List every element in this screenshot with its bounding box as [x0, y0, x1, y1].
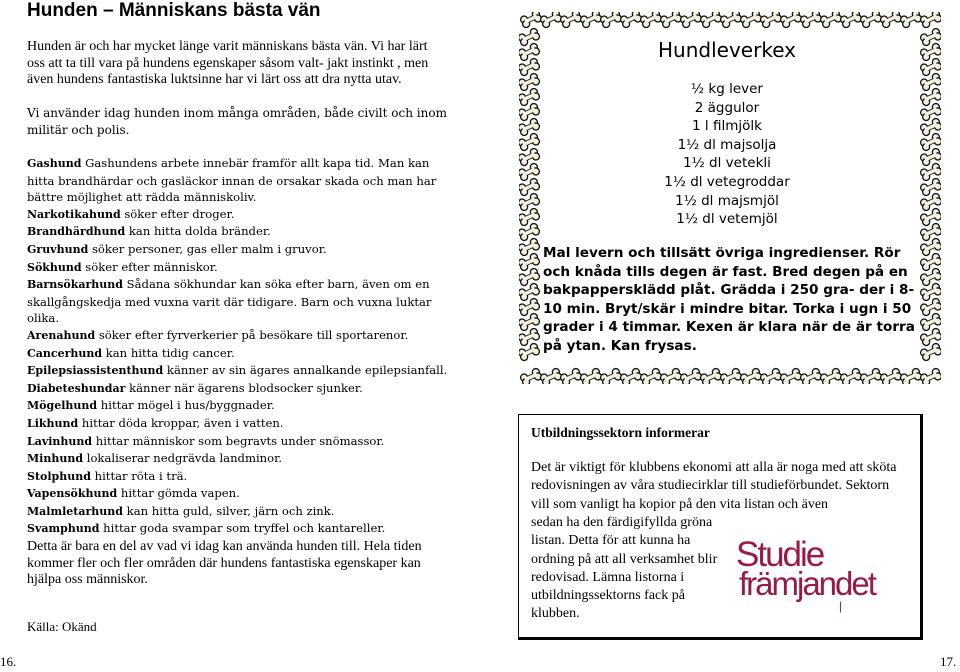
dog-type-description: känner när ägarens blodsocker sjunker.: [125, 380, 363, 395]
logo-line-1: Studie: [736, 535, 824, 574]
dog-types-list: [27, 155, 457, 538]
ingredient-line: 1½ dl majsolja: [677, 136, 777, 153]
dog-type-item: [27, 206, 457, 224]
dog-type-description: lokaliserar nedgrävda landminor.: [83, 451, 283, 466]
dog-type-item: [27, 223, 457, 241]
dog-type-description: hittar gömda vapen.: [117, 486, 240, 501]
dog-type-name: Gruvhund: [27, 242, 89, 256]
dog-type-description: kan hitta guld, silver, järn och zink.: [123, 503, 335, 518]
education-text: Det är viktigt för klubbens ekonomi att alla är noga med att sköta redovisningen av våra studiecirklar till studieförbundet. Sektorn vill som vanligt ha kopior på den vita listan och även: [531, 460, 897, 512]
dog-type-description: kan hitta tidig cancer.: [102, 345, 235, 360]
dog-type-name: Brandhärdhund: [27, 225, 126, 239]
dog-type-name: Vapensökhund: [27, 487, 118, 501]
dog-type-description: söker efter droger.: [120, 206, 235, 221]
dog-type-name: Diabeteshundar: [27, 381, 126, 395]
dog-type-description: Gashundens arbete innebär framför allt kapa tid. Man kan hitta brandhärdar och gasläckor innan de orsakar skada och man har bättre möjlighet att rädda människoliv.: [27, 156, 437, 205]
ingredient-line: 1 l filmjölk: [692, 118, 762, 135]
dog-type-description: hittar människor som begravts under snömassor.: [92, 433, 385, 448]
dog-type-item: [27, 327, 457, 345]
dog-type-name: Cancerhund: [27, 346, 103, 360]
dog-type-name: Malmletarhund: [27, 504, 123, 518]
dog-type-description: hittar goda svampar som tryffel och kantareller.: [99, 521, 386, 536]
ingredient-line: ½ kg lever: [691, 81, 763, 97]
dog-type-item: [27, 259, 457, 277]
intro-paragraph-2: Vi använder idag hunden inom många områden, både civilt och inom militär och polis.: [27, 106, 447, 137]
education-text-continued: sedan ha den färdigifyllda gröna listan. Detta för att kunna ha ordning på att all verksamhet blir redovisad. Lämna listorna i utbildningssektorns fack på klubben.: [531, 515, 718, 622]
dog-type-name: Epilepsiassistenthund: [27, 364, 164, 378]
dog-type-item: [27, 362, 457, 380]
recipe-ingredients: [540, 80, 914, 229]
ingredient-line: 1½ dl vetemjöl: [676, 211, 778, 228]
dog-type-item: [27, 450, 457, 468]
dog-type-description: Sådana sökhundar kan söka efter barn, även om en skallgångskedja med vuxna varit där tidigare. Barn och vuxna luktar olika.: [27, 277, 432, 326]
ingredient-line: 2 äggulor: [694, 99, 760, 116]
dog-type-item: [27, 241, 457, 259]
dog-type-item: [27, 276, 457, 327]
dog-type-name: Likhund: [27, 416, 79, 430]
dog-type-item: [27, 380, 457, 398]
dog-type-name: Minhund: [27, 452, 84, 466]
dog-type-description: hittar mögel i hus/byggnader.: [97, 398, 275, 413]
dog-type-description: hittar döda kroppar, även i vatten.: [78, 415, 284, 430]
recipe-instructions: Mal levern och tillsätt övriga ingredienser. Rör och knåda tills degen är fast. Bred degen på en bakpappersklädd plåt. Grädda i 250 gra- der i 8-10 min. Bryt/skär i mindre bitar. Torka i ugn i 50 grader i 4 timmar. Kexen är klara när de är torra på ytan. Kan frysas.: [543, 245, 915, 354]
dog-type-item: [27, 155, 457, 206]
dog-type-item: [27, 433, 457, 451]
dog-type-name: Narkotikahund: [27, 207, 121, 221]
studiefrämjandet-logo: [736, 535, 875, 615]
education-heading: Utbildningssektorn informerar: [531, 425, 710, 440]
dog-type-item: [27, 397, 457, 415]
dog-type-item: [27, 520, 457, 538]
page-number-right: 17.: [940, 654, 957, 669]
dog-type-description: söker efter fyrverkerier på besökare till sportarenor.: [95, 327, 409, 342]
ingredient-line: 1½ dl vetegroddar: [664, 173, 790, 190]
dog-type-name: Lavinhund: [27, 434, 93, 448]
recipe-title: Hundleverkex: [658, 38, 796, 62]
dog-type-name: Arenahund: [27, 328, 96, 342]
logo-line-2: främjandet: [739, 565, 875, 602]
dog-type-name: Svamphund: [27, 522, 100, 536]
article-title: Hunden – Människans bästa vän: [27, 0, 321, 21]
dog-type-name: Stolphund: [27, 469, 91, 483]
dog-type-item: [27, 503, 457, 521]
logo-mark: |: [839, 599, 843, 613]
dog-type-description: söker personer, gas eller malm i gruvor.: [88, 241, 327, 256]
dog-type-item: [27, 485, 457, 503]
ingredient-line: 1½ dl vetekli: [683, 155, 771, 172]
page-number-left: 16.: [0, 654, 17, 669]
dog-type-item: [27, 468, 457, 486]
dog-type-item: [27, 415, 457, 433]
dog-type-item: [27, 345, 457, 363]
source-note: Källa: Okänd: [27, 619, 97, 634]
dog-type-description: hittar röta i trä.: [90, 468, 188, 483]
dog-type-description: kan hitta dolda bränder.: [125, 224, 271, 239]
dog-type-description: känner av sin ägares annalkande epilepsianfall.: [163, 363, 448, 378]
closing-paragraph: Detta är bara en del av vad vi idag kan använda hunden till. Hela tiden kommer fler och fler områden där hundens fantastiska egenskaper kan hjälpa oss människor.: [27, 539, 422, 587]
dog-type-name: Gashund: [27, 157, 82, 170]
dog-type-name: Sökhund: [27, 260, 82, 274]
dog-type-name: Barnsökarhund: [27, 278, 123, 292]
dog-type-name: Mögelhund: [27, 399, 98, 413]
ingredient-line: 1½ dl majsmjöl: [675, 192, 779, 209]
dog-type-description: söker efter människor.: [81, 259, 218, 274]
intro-paragraph: Hunden är och har mycket länge varit människans bästa vän. Vi har lärt oss att ta till vara på hundens egenskaper såsom valt- jakt instinkt , men även hundens fantastiska luktsinne har vi lärt oss att dra nytta utav.: [27, 39, 429, 87]
